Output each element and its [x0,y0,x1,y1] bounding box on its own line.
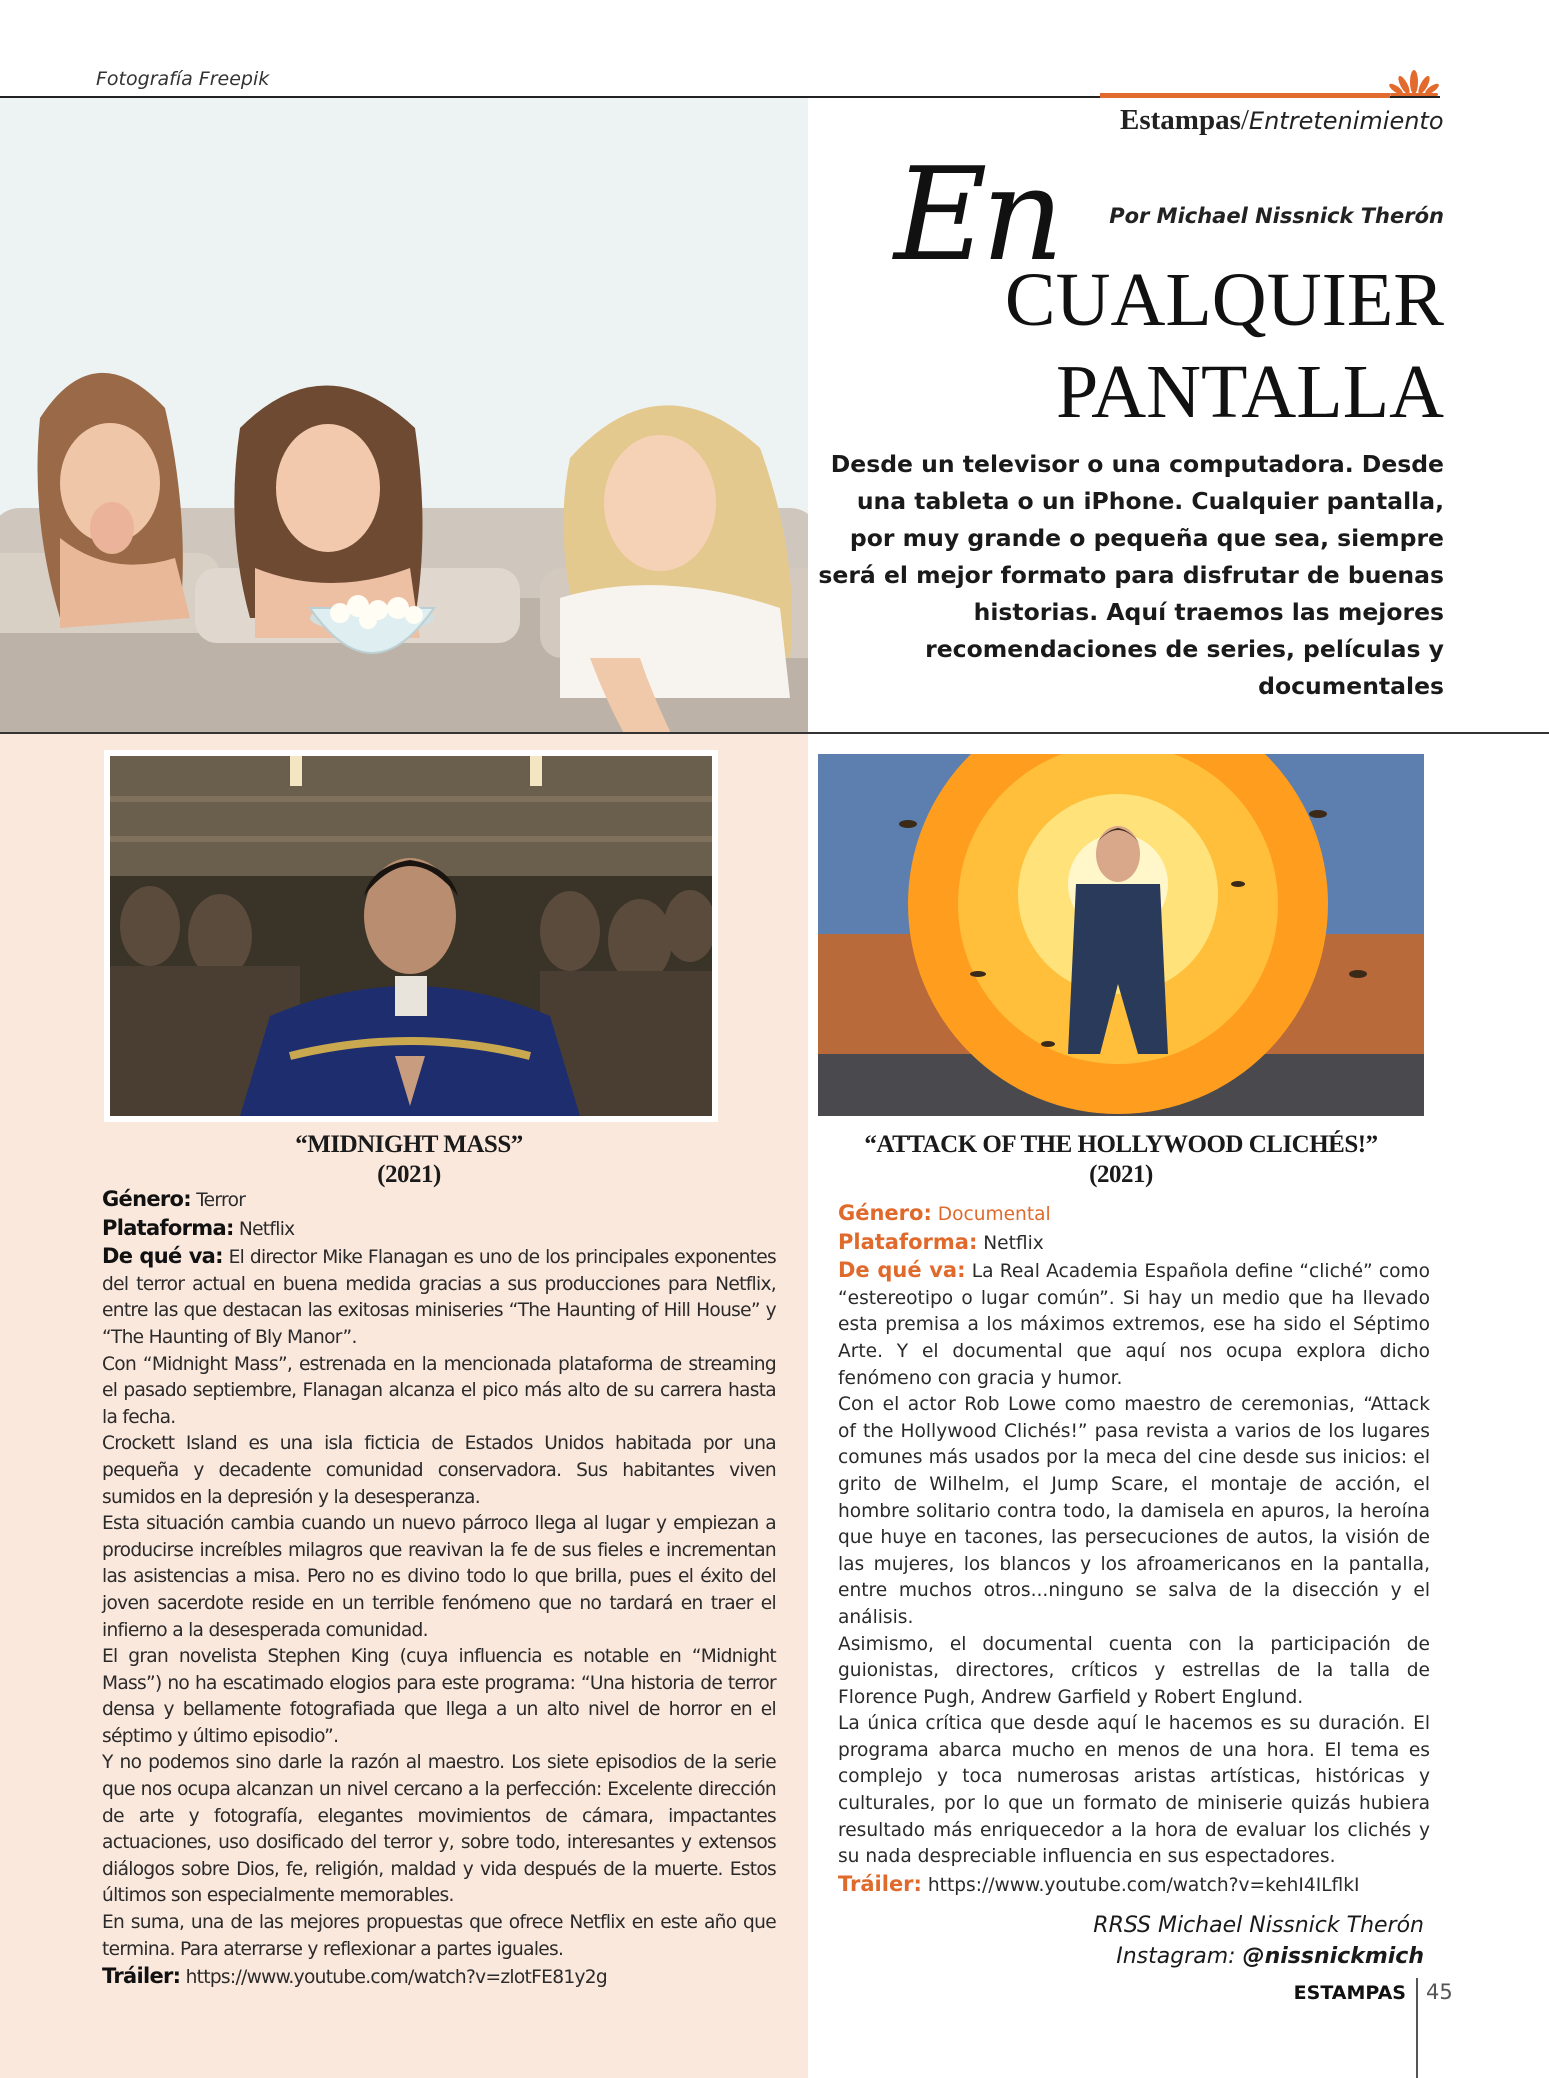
review2-paragraph: Con el actor Rob Lowe como maestro de ceremonias, “Attack of the Hollywood Clichés!” pasa revista a varios de los lugares comunes más usados por la meca del cine desde sus inicios: el grito de Wilhelm, el Jump Scare, el montaje de acción, el hombre solitario contra todo, la damisela en apuros, la heroína que huye en tacones, las persecuciones de autos, la visión de las mujeres, los blancos y los afroamericanos en la pantalla, entre muchos otros...ninguno se salva de la disección y el análisis. [838,1394,1430,1628]
social-line2 [1040,1941,1424,1972]
midnight-mass-illustration [110,756,712,1116]
review2-genre-label: Género: [838,1201,932,1225]
review2-body [838,1200,1430,1899]
section-name: Estampas [1120,104,1241,136]
review2-genre-value: Documental [937,1204,1051,1225]
section-separator: / [1240,104,1249,136]
review1-paragraph: Y no podemos sino darle la razón al maestro. Los siete episodios de la serie que nos ocupa alcanzan un nivel cercano a la perfección: Excelente dirección de arte y fotografía, elegantes movimientos de cámara, impactantes actuaciones, uso dosificado del terror y, sobre todo, interesantes y extensos diálogos sobre Dios, fe, religión, maldad y vida después de la muerte. Estos últimos son especialmente memorables. [102,1752,776,1907]
section-heading [1120,104,1444,137]
review1-genre [102,1186,776,1215]
review1-body [102,1186,776,1992]
hero-photo [0,98,808,732]
review2-platform-value: Netflix [983,1232,1044,1254]
page-number: 45 [1426,1980,1453,2004]
photo-credit: Fotografía Freepik [96,68,270,90]
accent-rule [1100,93,1390,98]
review1-trailer [102,1963,776,1992]
review1-about [102,1243,776,1351]
review1-title [104,1130,714,1190]
hollywood-cliches-illustration [818,754,1424,1116]
review2-trailer-label: Tráiler: [838,1871,922,1896]
review1-paragraph: Crockett Island es una isla ficticia de Estados Unidos habitada por una pequeña y decadente comunidad conservadora. Sus habitantes viven sumidos en la depresión y la desesperanza. [102,1433,776,1508]
footer-magazine-name: ESTAMPAS [1293,1982,1406,2004]
hero-illustration [0,98,808,732]
headline-line2: PANTALLA [1055,350,1444,434]
review2-paragraph: Asimismo, el documental cuenta con la participación de guionistas, directores, críticos y estrellas de la talla de Florence Pugh, Andrew Garfield y Robert Englund. [838,1633,1430,1708]
review2-year: (2021) [1089,1161,1153,1188]
instagram-handle[interactable]: @nissnickmich [1242,1944,1424,1969]
midnight-mass-photo [104,750,718,1122]
review1-trailer-link[interactable]: https://www.youtube.com/watch?v=zlotFE81y2g [185,1967,607,1989]
review2-about [838,1257,1430,1392]
review2-title [818,1130,1424,1190]
review1-genre-value: Terror [196,1190,246,1211]
social-line1: RRSS Michael Nissnick Therón [1093,1913,1424,1938]
headline-line1: CUALQUIER [1004,258,1444,342]
review1-paragraph: En suma, una de las mejores propuestas que ofrece Netflix en este año que termina. Para aterrarse y reflexionar a partes iguales. [102,1912,776,1960]
hollywood-cliches-photo [818,754,1424,1116]
review2-platform-label: Plataforma: [838,1229,978,1254]
review1-about-text: El director Mike Flanagan es uno de los principales exponentes del terror actual en buena medida gracias a sus producciones para Netflix, entre las que destacan las exitosas miniseries “The Haunting of Hill House” y “The Haunting of Bly Manor”. [102,1247,777,1348]
footer-divider [1416,1978,1418,2078]
review2-trailer-link[interactable]: https://www.youtube.com/watch?v=kehI4ILflkI [927,1874,1360,1896]
review1-trailer-label: Tráiler: [102,1964,181,1989]
review1-platform [102,1215,776,1244]
review2-title-text: “ATTACK OF THE HOLLYWOOD CLICHÉS!” [864,1131,1378,1158]
review1-about-label: De qué va: [102,1244,223,1269]
review2-about-text: La Real Academia Española define “cliché” como “estereotipo o lugar común”. Si hay un medio que ha llevado esta premisa a los máximos extremos, ese ha sido el Séptimo Arte. Y el documental que aquí nos ocupa explora dicho fenómeno con gracia y humor. [838,1261,1431,1389]
review1-title-text: “MIDNIGHT MASS” [295,1131,523,1158]
review2-trailer [838,1871,1430,1900]
review2-platform [838,1229,1430,1258]
review1-year: (2021) [377,1161,441,1188]
review2-paragraph: La única crítica que desde aquí le hacemos es su duración. El programa abarca mucho en menos de una hora. El tema es complejo y toca numerosas aristas artísticas, históricas y culturales, por lo que un formato de miniserie quizás hubiera resultado más enriquecedor a la hora de evaluar los clichés y su nada despreciable influencia en sus espectadores. [838,1713,1430,1868]
headline-script: En [894,141,1058,290]
review2-about-label: De qué va: [838,1258,966,1283]
review1-paragraph: Esta situación cambia cuando un nuevo párroco llega al lugar y empiezan a producirse increíbles milagros que reavivan la fe de sus fieles e incrementan las asistencias a misa. Pero no es divino todo lo que brilla, pues el éxito del joven sacerdote reside en un terrible fenómeno que no tardará en traer el infierno a la desesperada comunidad. [102,1513,776,1641]
review1-platform-label: Plataforma: [102,1215,234,1240]
lotus-icon [1386,66,1442,96]
review1-platform-value: Netflix [238,1218,295,1240]
social-line2-label: Instagram: [1116,1944,1243,1969]
review2-genre [838,1200,1430,1229]
section-subname: Entretenimiento [1248,107,1444,135]
byline: Por Michael Nissnick Therón [1109,204,1444,228]
review1-paragraph: El gran novelista Stephen King (cuya influencia es notable en “Midnight Mass”) no ha escatimado elogios para este programa: “Una historia de terror densa y bellamente fotografiada que llega a un alto nivel de horror en el séptimo y último episodio”. [102,1646,776,1747]
intro-text: Desde un televisor o una computadora. Desde una tableta o un iPhone. Cualquier pantalla, por muy grande o pequeña que sea, siempre será el mejor formato para disfrutar de buenas historias. Aquí traemos las mejores recomendaciones de series, películas y documentales [818,450,1444,700]
review1-paragraph: Con “Midnight Mass”, estrenada en la mencionada plataforma de streaming el pasado septiembre, Flanagan alcanza el pico más alto de su carrera hasta la fecha. [102,1353,776,1428]
social-credits [1040,1910,1424,1972]
review1-genre-label: Género: [102,1187,191,1211]
